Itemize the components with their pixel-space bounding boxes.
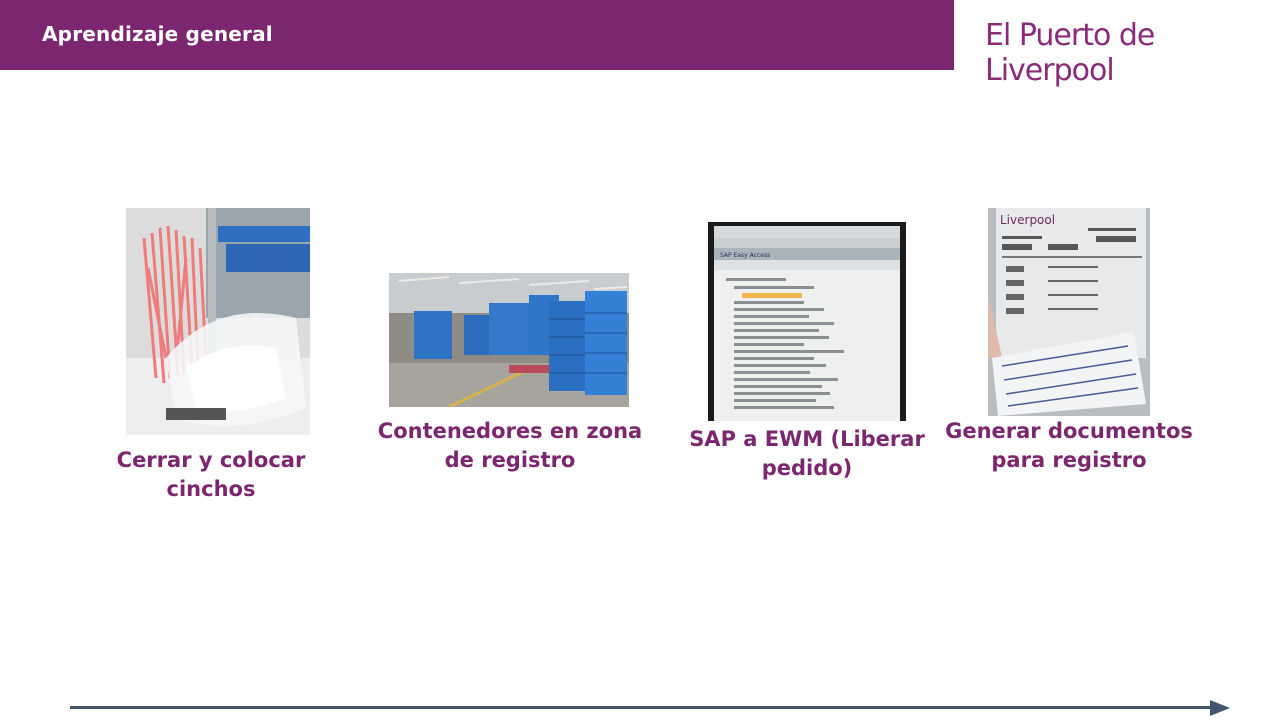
document-logo: Liverpool bbox=[1000, 213, 1056, 227]
step-2-caption: Contenedores en zona de registro bbox=[377, 419, 643, 472]
containers-photo bbox=[389, 273, 629, 407]
documents-photo bbox=[988, 208, 1150, 416]
step-1-caption: Cerrar y colocar cinchos bbox=[116, 448, 306, 501]
timeline-arrow-line bbox=[70, 706, 1216, 709]
cable-ties-photo bbox=[126, 208, 310, 435]
timeline-arrow-head-icon bbox=[1210, 700, 1230, 716]
liverpool-logo: El Puerto de Liverpool bbox=[985, 18, 1155, 88]
step-3-caption: SAP a EWM (Liberar pedido) bbox=[689, 427, 925, 480]
sap-screen-title: SAP Easy Access bbox=[720, 252, 771, 259]
sap-screen-photo bbox=[708, 222, 906, 421]
step-4-caption: Generar documentos para registro bbox=[945, 419, 1193, 472]
slide-title: Aprendizaje general bbox=[42, 22, 273, 46]
